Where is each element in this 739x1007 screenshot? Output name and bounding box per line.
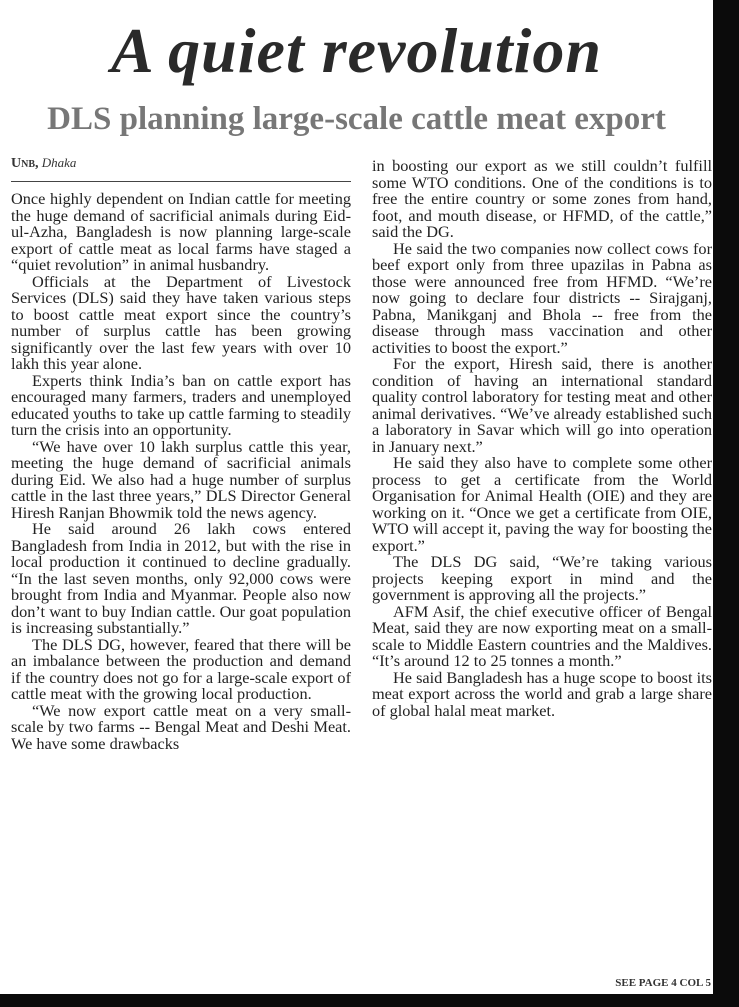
paragraph: “We now export cattle meat on a very small-scale by two farms -- Bengal Meat and Deshi Meat. We have some drawbacks <box>11 700 351 753</box>
byline-city: Dhaka <box>41 155 77 170</box>
paragraph: “We have over 10 lakh surplus cattle this year, meeting the huge demand of sacrificial animals during Eid. We also had a huge number of surplus cattle in the last three years,” DLS Director General Hiresh Ranjan Bhowmik told the news agency. <box>11 436 351 522</box>
paragraph: He said Bangladesh has a huge scope to boost its meat export across the world and grab a large share of global halal meat market. <box>372 667 712 720</box>
paragraph: Experts think India’s ban on cattle export has encouraged many farmers, traders and unemployed educated youths to take up cattle farming to steadily turn the crisis into an opportunity. <box>11 370 351 439</box>
continued-reference: SEE PAGE 4 COL 5 <box>615 977 711 989</box>
paragraph: For the export, Hiresh said, there is another condition of having an international standard quality control laboratory for testing meat and other animal derivatives. “We’ve already established such a laboratory in Savar which will go into operation in January next.” <box>372 354 712 456</box>
article-column-2 <box>372 158 712 719</box>
paragraph: The DLS DG, however, feared that there will be an imbalance between the production and demand if the country does not go for a large-scale export of cattle meat with the growing local production. <box>11 634 351 703</box>
byline-rule <box>11 181 351 182</box>
scan-border-bottom <box>0 994 739 1007</box>
subheadline: DLS planning large-scale cattle meat export <box>47 101 666 137</box>
paragraph: He said they also have to complete some other process to get a certificate from the World Organisation for Animal Health (OIE) and they are working on it. “Once we get a certificate from OIE, WTO will accept it, paving the way for boosting the export.” <box>372 453 712 555</box>
paragraph: He said the two companies now collect cows for beef export only from three upazilas in Pabna as those were announced free from HFMD. “We’re now going to declare four districts -- Sirajganj, Pabna, Manikganj and Bhola -- free from the disease through mass vaccination and other activities to boost the export.” <box>372 238 712 357</box>
paragraph: Officials at the Department of Livestock Services (DLS) said they have taken various steps to boost cattle meat export since the country’s number of surplus cattle has been growing significantly over the last few years with over 10 lakh this year alone. <box>11 271 351 373</box>
paragraph: He said around 26 lakh cows entered Bangladesh from India in 2012, but with the rise in local production it continued to decline gradually. “In the last seven months, only 92,000 cows were brought from India and Myanmar. People also now don’t want to buy Indian cattle. Our goat population is increasing substantially.” <box>11 519 351 637</box>
headline: A quiet revolution <box>111 15 602 86</box>
scan-border-right <box>713 0 739 1007</box>
byline-agency: Unb, <box>11 156 39 171</box>
paragraph: Once highly dependent on Indian cattle for meeting the huge demand of sacrificial animals during Eid-ul-Azha, Bangladesh is now planning large-scale export of cattle meat as local farms have staged a “quiet revolution” in animal husbandry. <box>11 189 351 274</box>
article-column-1 <box>11 191 351 752</box>
paragraph: AFM Asif, the chief executive officer of Bengal Meat, said they are now exporting meat on a small-scale to Middle Eastern countries and the Maldives. “It’s around 12 to 25 tonnes a month.” <box>372 601 712 670</box>
paragraph: The DLS DG said, “We’re taking various projects keeping export in mind and the government is approving all the projects.” <box>372 552 712 604</box>
paragraph: in boosting our export as we still couldn’t fulfill some WTO conditions. One of the conditions is to free the entire country or some zones from hand, foot, and mouth disease, or HFMD, of the cattle,” said the DG. <box>372 156 712 241</box>
byline <box>11 155 76 172</box>
